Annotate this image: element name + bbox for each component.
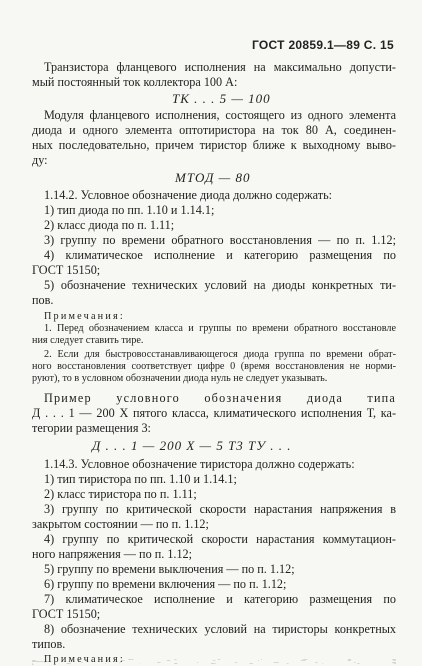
page-header: ГОСТ 20859.1—89 С. 15 [251,38,394,52]
list-item: 4) группу по критической скорости нарастания коммутацион- [44,532,396,546]
list-item: типов. [32,637,66,651]
list-item: ного напряжения — по п. 1.12; [32,547,193,561]
designation-example: МТОД — 80 [175,170,251,185]
list-item: 2) класс диода по п. 1.11; [44,218,175,232]
note-line: ного восстановления соответствует цифре 0 (время восстановления не норми- [32,361,396,372]
list-item: закрытом состоянии — по п. 1.12; [32,517,209,531]
designation-example: ТК . . . 5 — 100 [172,91,271,106]
list-item: 6) группу по времени включения — по п. 1.12; [44,577,287,591]
notes-title: Примечания: [44,654,125,665]
list-item: 3) группу по критической скорости нарастания напряжения в [44,502,396,516]
example-line: тегории размещения 3: [32,421,151,435]
notes-title: Примечания: [44,311,125,322]
list-item: 7) климатическое исполнение и категорию размещения по [44,592,396,606]
paragraph-line: ду: [32,153,48,167]
list-item: 5) группу по времени выключения — по п. 1.12; [44,562,295,576]
list-item: пов. [32,293,54,307]
list-item: 1) тип тиристора по пп. 1.10 и 1.14.1; [44,472,237,486]
list-item: 2) класс тиристора по п. 1.11; [44,487,197,501]
paragraph-line: ных последовательно, причем тиристор ближе к выходному выво- [32,138,396,152]
note-line: 1. Перед обозначением класса и группы по времени обратного восстановле [44,323,396,334]
list-item: 4) климатическое исполнение и категорию размещения по [44,248,396,262]
list-item: 1) тип диода по пп. 1.10 и 1.14.1; [44,203,215,217]
example-line: Д . . . 1 — 200 Х пятого класса, климатического исполнения Т, ка- [32,406,396,420]
paragraph-line: Транзистора фланцевого исполнения на максимально допусти- [44,60,396,74]
list-item: 8) обозначение технических условий на тиристоры конкретных [44,622,396,636]
list-item: ГОСТ 15150; [32,263,101,277]
paragraph-line: мый постоянный ток коллектора 100 А: [32,75,238,89]
paragraph-line: диода и одного элемента оптотиристора на ток 80 А, соединен- [32,123,396,137]
note-line: ния следует ставить тире. [32,335,144,346]
section-title: 1.14.3. Условное обозначение тиристора должно содержать: [44,457,355,471]
paragraph-line: Модуля фланцевого исполнения, состоящего из одного элемента [44,108,396,122]
designation-example: Д . . . 1 — 200 Х — 5 Т3 ТУ . . . [92,438,292,453]
note-line: руют), то в условном обозначении диода нуль не следует указывать. [32,373,328,384]
note-line: 2. Если для быстровосстанавливающегося диода группа по времени обрат- [44,349,396,360]
example-line: Пример условного обозначения диода типа [44,391,396,405]
list-item: 5) обозначение технических условий на диоды конкретных ти- [44,278,396,292]
list-item: ГОСТ 15150; [32,607,101,621]
list-item: 3) группу по времени обратного восстановления — по п. 1.12; [44,233,396,247]
section-title: 1.14.2. Условное обозначение диода должно содержать: [44,188,333,202]
